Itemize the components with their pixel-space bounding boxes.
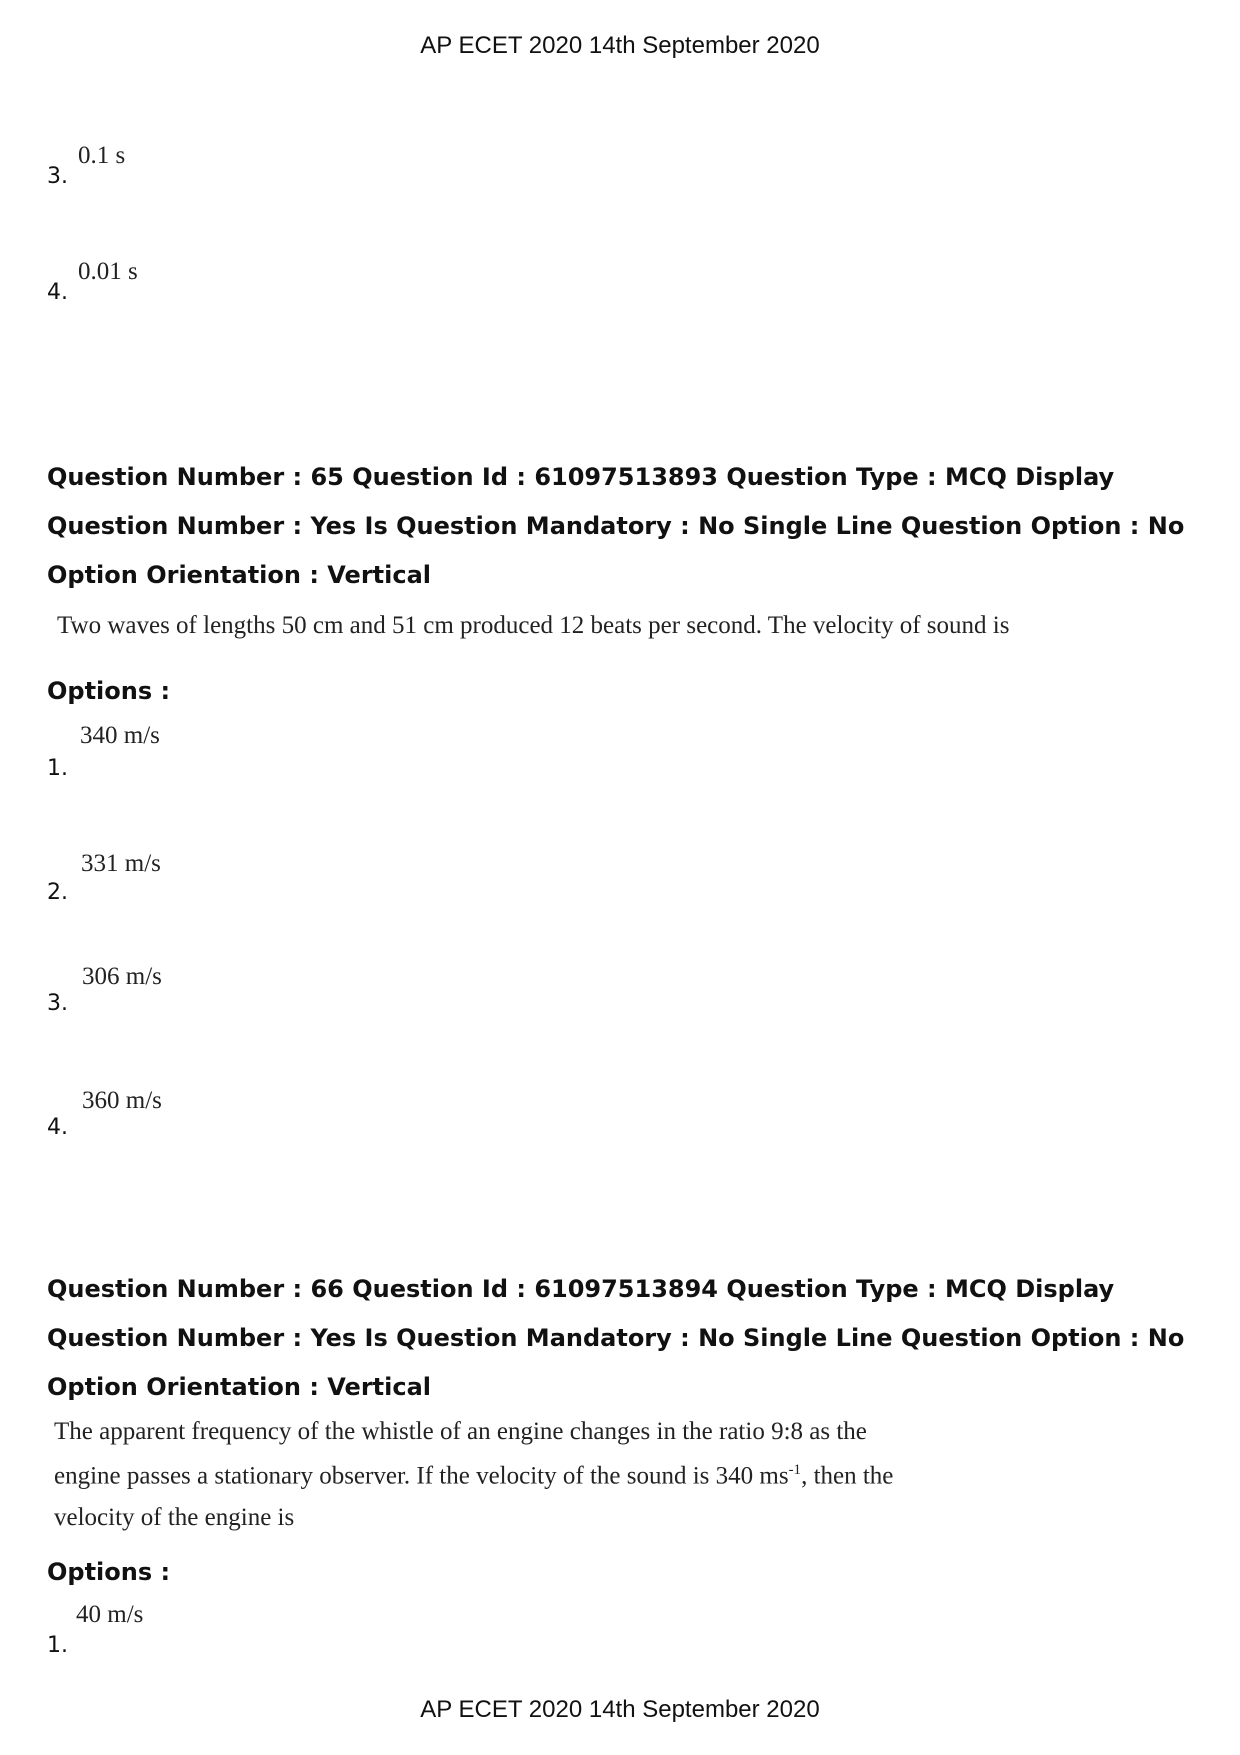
question-meta: Question Number : 66 Question Id : 61097513894 Question Type : MCQ Display Question Number : Yes Is Question Mandatory : No Single Line Question Option : No Option Orientation : Vertical xyxy=(47,1275,1185,1401)
question-text xyxy=(54,1413,893,1537)
option-number: 1. xyxy=(47,1633,68,1658)
option-value: 340 m/s xyxy=(80,722,160,749)
option-value: 0.01 s xyxy=(78,258,138,285)
option-number: 1. xyxy=(47,756,68,781)
question-text-line xyxy=(54,1451,893,1495)
option-value: 331 m/s xyxy=(81,850,161,877)
option-value: 40 m/s xyxy=(76,1601,144,1628)
option-number: 4. xyxy=(47,280,68,305)
page-header: AP ECET 2020 14th September 2020 xyxy=(420,32,820,59)
question-text: Two waves of lengths 50 cm and 51 cm produced 12 beats per second. The velocity of sound is xyxy=(57,612,1010,639)
option-number: 2. xyxy=(47,880,68,905)
superscript: -1 xyxy=(788,1462,802,1478)
question-text-line: The apparent frequency of the whistle of an engine changes in the ratio 9:8 as the xyxy=(54,1418,867,1445)
options-label: Options : xyxy=(47,677,171,705)
page-footer: AP ECET 2020 14th September 2020 xyxy=(420,1696,820,1723)
question-text-line: velocity of the engine is xyxy=(54,1504,295,1532)
question-text-segment: engine passes a stationary observer. If the velocity of the sound is 340 ms xyxy=(54,1462,789,1490)
options-label: Options : xyxy=(47,1558,171,1586)
option-number: 4. xyxy=(47,1115,68,1140)
question-meta: Question Number : 65 Question Id : 61097513893 Question Type : MCQ Display Question Number : Yes Is Question Mandatory : No Single Line Question Option : No Option Orientation : Vertical xyxy=(47,463,1185,589)
option-value: 306 m/s xyxy=(82,963,162,990)
question-text-segment: , then the xyxy=(801,1462,894,1490)
option-value: 360 m/s xyxy=(82,1087,162,1114)
option-value: 0.1 s xyxy=(78,142,126,169)
option-number: 3. xyxy=(47,164,68,189)
option-number: 3. xyxy=(47,991,68,1016)
